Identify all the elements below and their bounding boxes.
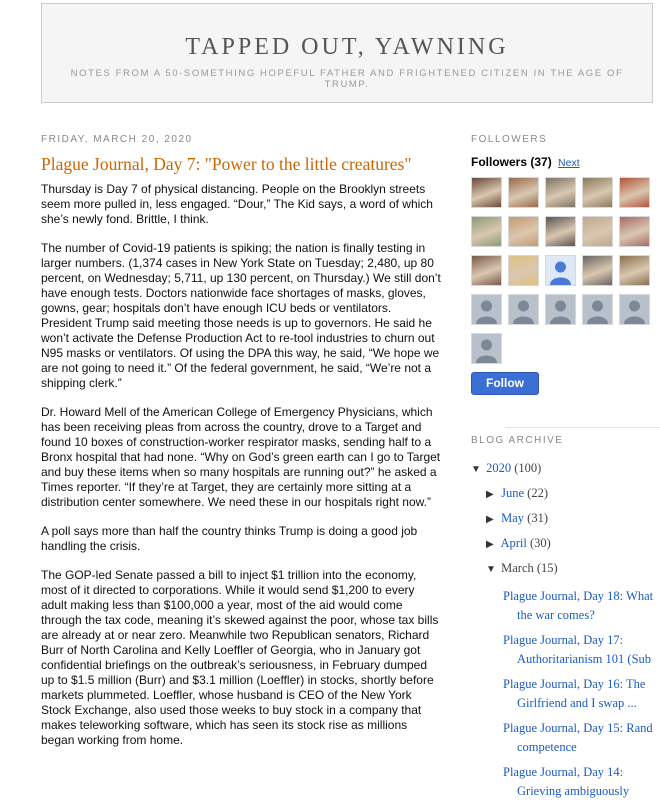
follower-avatar[interactable] [508, 255, 539, 286]
archive-year-label[interactable]: 2020 [486, 461, 512, 475]
default-user-icon [472, 334, 501, 363]
archive-post-link[interactable] [503, 631, 660, 669]
archive-month-june[interactable] [471, 481, 660, 506]
post-title[interactable]: Plague Journal, Day 7: "Power to the little creatures" [41, 154, 412, 174]
archive-post-link[interactable] [503, 587, 660, 625]
follow-button[interactable]: Follow [471, 372, 539, 395]
archive-post-title-line2[interactable]: competence [517, 740, 577, 754]
triangle-down-icon[interactable]: ▼ [486, 564, 496, 575]
default-user-icon [546, 256, 575, 285]
archive-post-title-line2[interactable]: the war comes? [517, 608, 595, 622]
post-paragraph: A poll says more than half the country thinks Trump is doing a good job handling the crisis. [41, 524, 418, 553]
triangle-right-icon[interactable]: ▶ [486, 539, 494, 550]
follower-avatar[interactable] [545, 177, 576, 208]
default-user-icon [583, 295, 612, 324]
follower-avatar[interactable] [471, 216, 502, 247]
archive-month-label[interactable]: May [501, 511, 525, 525]
archive-post-title-line2[interactable]: Girlfriend and I swap ... [517, 696, 637, 710]
follower-avatar[interactable] [508, 294, 539, 325]
followers-count [471, 155, 660, 169]
follower-avatar[interactable] [508, 216, 539, 247]
archive-post-title-line1[interactable]: Plague Journal, Day 14: [503, 765, 624, 779]
default-user-icon [472, 295, 501, 324]
archive-post-title-line2[interactable]: Grieving ambiguously [517, 784, 630, 798]
follower-avatar[interactable] [619, 177, 650, 208]
follower-avatar[interactable] [471, 255, 502, 286]
archive-month-count: (31) [527, 511, 548, 525]
follower-avatar[interactable] [582, 255, 613, 286]
archive-post-link[interactable] [503, 763, 660, 801]
archive-month-april[interactable] [471, 531, 660, 556]
default-user-icon [620, 295, 649, 324]
archive-month-count: (30) [529, 536, 551, 550]
follower-avatar[interactable] [582, 216, 613, 247]
post-paragraph: Dr. Howard Mell of the American College of Emergency Physicians, which has been receiving pleas from across the country, drove to a Target and found 10 boxes of construction-worker respirator masks, sending half to a Bronx hospital that had none. “Why on God’s green earth can I go to Target and buy these items when so many hospitals are running out?” he asked a Times reporter. “If they’re at Target, they are certainly more sitting at a distribution center somewhere. We need these in our hospitals right now.” [41, 405, 441, 509]
follower-avatar[interactable] [545, 216, 576, 247]
followers-label: Followers (37) [471, 155, 552, 169]
archive-month-count: (22) [527, 486, 548, 500]
default-user-icon [509, 295, 538, 324]
archive-month-label[interactable]: April [500, 536, 527, 550]
archive-month-count: (15) [536, 561, 558, 575]
archive-month-label[interactable]: June [501, 486, 525, 500]
triangle-right-icon[interactable]: ▶ [486, 489, 494, 500]
default-user-icon [546, 295, 575, 324]
follower-avatar[interactable] [619, 216, 650, 247]
triangle-down-icon[interactable]: ▼ [471, 464, 481, 475]
archive-post-title-line2[interactable]: Authoritarianism 101 (Sub [517, 652, 652, 666]
archive-year-count: (100) [514, 461, 542, 475]
follower-avatar[interactable] [582, 177, 613, 208]
post-paragraph: The GOP-led Senate passed a bill to inject $1 trillion into the economy, most of it directed to corporations. While it would send $1,200 to every adult making less than $100,000 a year, most of the aid would come through the tax code, meaning it’s skewed against the poor, whose tax bills are already at or near zero. Meanwhile two Republican senators, Richard Burr of North Carolina and Kelly Loeffler of Georgia, who in January got confidential briefings on the outbreak’s seriousness, in February dumped up to $1.5 million (Burr) and $3.1 million (Loeffler) in stocks, shortly before markets plummeted. Loeffler, whose husband is CEO of the New York Stock Exchange, also used those weeks to buy stock in a company that makes teleworking software, which has seen its stock rise as millions began working from home. [41, 568, 439, 747]
followers-grid [471, 177, 660, 364]
followers-next-link[interactable]: Next [558, 157, 580, 169]
archive-post-link[interactable] [503, 719, 660, 757]
main-column [41, 134, 441, 762]
archive-month-label[interactable]: March [501, 561, 534, 575]
triangle-right-icon[interactable]: ▶ [486, 514, 494, 525]
post-paragraph: Thursday is Day 7 of physical distancing. People on the Brooklyn streets seem more pulled in, less engaged. “Dour,” The Kid says, a word of which she’s newly fond. Brittle, I think. [41, 182, 433, 226]
archive-month-march[interactable] [471, 556, 660, 581]
archive-post-list [471, 587, 660, 801]
sidebar [471, 134, 660, 807]
followers-heading: FOLLOWERS [471, 134, 548, 145]
post-body [41, 182, 441, 748]
follower-avatar[interactable] [545, 255, 576, 286]
archive-post-title-line1[interactable]: Plague Journal, Day 17: [503, 633, 624, 647]
follower-avatar[interactable] [471, 177, 502, 208]
follower-avatar[interactable] [619, 294, 650, 325]
blog-description: NOTES FROM A 50-SOMETHING HOPEFUL FATHER AND FRIGHTENED CITIZEN IN THE AGE OF TRUMP. [70, 68, 624, 90]
post-date: FRIDAY, MARCH 20, 2020 [41, 134, 193, 145]
blog-title[interactable]: TAPPED OUT, YAWNING [185, 34, 509, 60]
archive-post-link[interactable] [503, 675, 660, 713]
blog-header [41, 3, 653, 103]
archive-post-title-line1[interactable]: Plague Journal, Day 16: The [503, 677, 646, 691]
archive-month-may[interactable] [471, 506, 660, 531]
follower-avatar[interactable] [471, 333, 502, 364]
follower-avatar[interactable] [619, 255, 650, 286]
follower-avatar[interactable] [582, 294, 613, 325]
archive-post-title-line1[interactable]: Plague Journal, Day 15: Rand [503, 721, 653, 735]
archive-heading: BLOG ARCHIVE [471, 435, 564, 446]
post-paragraph: The number of Covid-19 patients is spiking; the nation is finally testing in larger numbers. (1,374 cases in New York State on Tuesday; 2,480, up 80 percent, on Wednesday; 5,711, up 130 percent, on Thursday.) We still don’t have enough tests. Doctors nationwide face shortages of masks, gloves, gowns, gear; hospitals don’t have enough ICU beds or ventilators. President Trump said meeting those needs is up to governors. He said he won’t activate the Defense Production Act to re-tool industries to churn out N95 masks or ventilators. Of using the DPA this way, he said, “We hope we are not going to need it.” Of the federal government, he said, “We’re not a shipping clerk.” [41, 241, 441, 390]
follower-avatar[interactable] [471, 294, 502, 325]
follower-avatar[interactable] [545, 294, 576, 325]
archive-post-title-line1[interactable]: Plague Journal, Day 18: What [503, 589, 654, 603]
follower-avatar[interactable] [508, 177, 539, 208]
archive-year-2020[interactable] [471, 456, 660, 481]
archive-tree [471, 456, 660, 801]
